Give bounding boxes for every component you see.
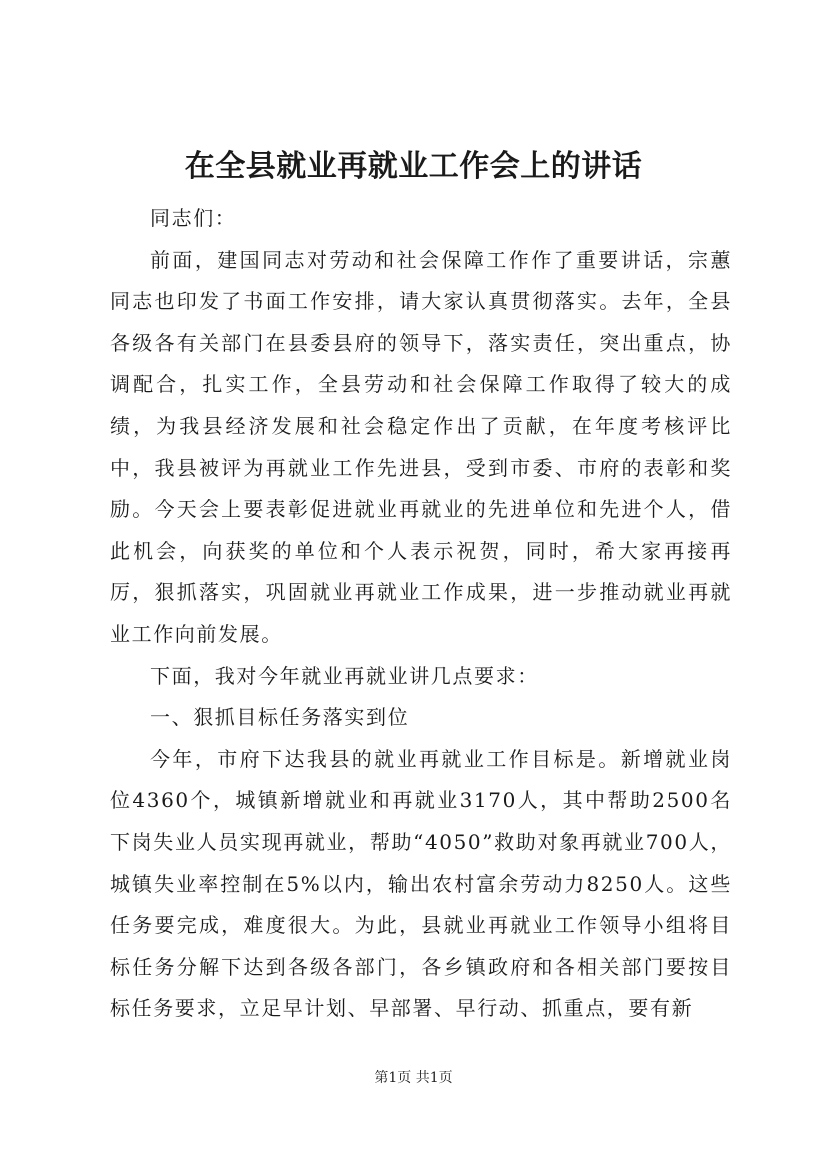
- document-body: [110, 198, 732, 1030]
- targets-paragraph: 今年，市府下达我县的就业再就业工作目标是。新增就业岗位4360个，城镇新增就业和再就业3170人，其中帮助2500名下岗失业人员实现再就业，帮助“4050”救助对象再就业700人，城镇失业率控制在5%以内，输出农村富余劳动力8250人。这些任务要完成，难度很大。为此，县就业再就业工作领导小组将目标任务分解下达到各级各部门，各乡镇政府和各相关部门要按目标任务要求，立足早计划、早部署、早行动、抓重点，要有新: [110, 746, 732, 1021]
- salutation-paragraph: 同志们：: [150, 206, 237, 230]
- page-number-footer: 第1页 共1页: [374, 1070, 453, 1086]
- requirements-intro-paragraph: 下面，我对今年就业再就业讲几点要求：: [150, 663, 539, 688]
- section-heading: 一、狠抓目标任务落实到位: [150, 705, 410, 730]
- intro-paragraph: 前面，建国同志对劳动和社会保障工作作了重要讲话，宗蕙同志也印发了书面工作安排，请大家认真贯彻落实。去年，全县各级各有关部门在县委县府的领导下，落实责任，突出重点，协调配合，扎实工作，全县劳动和社会保障工作取得了较大的成绩，为我县经济发展和社会稳定作出了贡献，在年度考核评比中，我县被评为再就业工作先进县，受到市委、市府的表彰和奖励。今天会上要表彰促进就业再就业的先进单位和先进个人，借此机会，向获奖的单位和个人表示祝贺，同时，希大家再接再厉，狠抓落实，巩固就业再就业工作成果，进一步推动就业再就业工作向前发展。: [110, 247, 732, 646]
- document-title: 在全县就业再就业工作会上的讲话: [184, 149, 643, 184]
